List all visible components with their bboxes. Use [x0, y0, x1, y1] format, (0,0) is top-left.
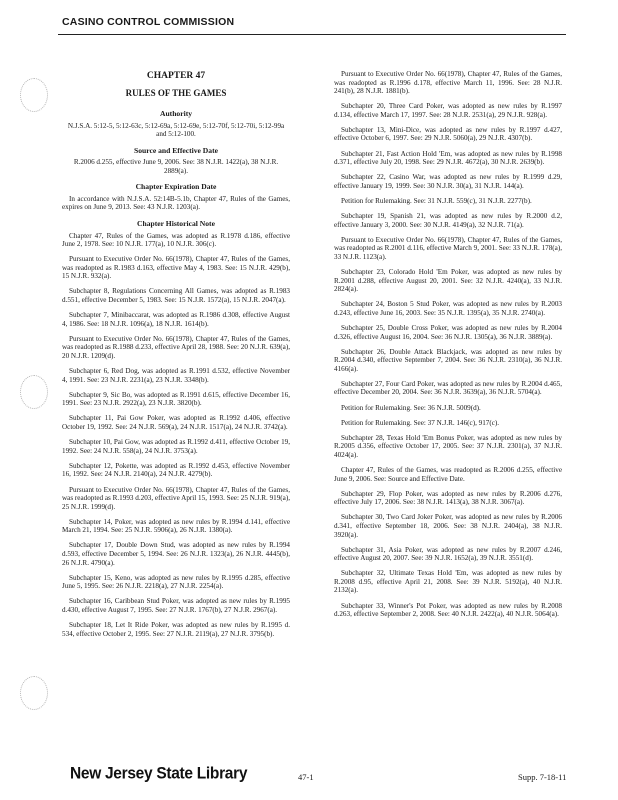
history-note: Petition for Rulemaking. See: 36 N.J.R. 5009(d). [341, 403, 481, 412]
header-rule [58, 34, 566, 35]
history-note: Subchapter 20, Three Card Poker, was adopted as new rules by R.1997 d.134, effective March 17, 1997. See: 28 N.J.R. 2531(a), 29 N.J.R. 928(a). [334, 102, 562, 119]
history-note: Subchapter 33, Winner's Pot Poker, was adopted as new rules by R.2008 d.263, effective September 2, 2008. See: 40 N.J.R. 2422(a), 40 N.J.R. 5064(a). [334, 601, 562, 619]
history-note: Subchapter 13, Mini-Dice, was adopted as new rules by R.1997 d.427, effective October 6, 1997. See: 29 N.J.R. 5060(a), 29 N.J.R. 4307(b). [334, 125, 562, 143]
history-note: Subchapter 24, Boston 5 Stud Poker, was adopted as new rules by R.2003 d.243, effective June 16, 2003. See: 35 N.J.R. 1395(a), 35 N.J.R. 2740(a). [334, 300, 562, 317]
left-column [62, 70, 290, 645]
authority-text: N.J.S.A. 5:12-5, 5:12-63c, 5:12-69a, 5:12-69e, 5:12-70f, 5:12-70i, 5:12-99a and 5:12-100. [67, 121, 285, 139]
punch-hole-bottom [20, 676, 48, 710]
history-note: Subchapter 25, Double Cross Poker, was adopted as new rules by R.2004 d.326, effective August 16, 2004. See: 36 N.J.R. 1305(a), 36 N.J.R. 3889(a). [334, 323, 562, 341]
history-note: Subchapter 32, Ultimate Texas Hold 'Em, was adopted as new rules by R.2008 d.95, effective April 21, 2008. See: 39 N.J.R. 5192(a), 40 N.J.R. 2132(a). [334, 569, 562, 595]
history-note: Subchapter 30, Two Card Joker Poker, was adopted as new rules by R.2006 d.341, effective September 18, 2006. See: 38 N.J.R. 2404(a), 38 N.J.R. 3920(a). [334, 513, 562, 539]
history-notes-right [334, 70, 562, 619]
history-note: Subchapter 27, Four Card Poker, was adopted as new rules by R.2004 d.465, effective December 20, 2004. See: 36 N.J.R. 3639(a), 36 N.J.R. 5704(a). [334, 379, 562, 397]
history-note: Subchapter 9, Sic Bo, was adopted as R.1991 d.615, effective December 16, 1991. See: 23 N.J.R. 2922(a), 23 N.J.R. 3820(b). [62, 390, 290, 408]
history-note: Subchapter 29, Flop Poker, was adopted as new rules by R.2006 d.276, effective July 17, 2006. See: 38 N.J.R. 1413(a), 38 N.J.R. 3067(a). [334, 489, 562, 507]
authority-heading: Authority [159, 109, 193, 119]
history-notes-left [62, 232, 290, 639]
history-note: Petition for Rulemaking. See: 31 N.J.R. 559(c), 31 N.J.R. 2277(b). [341, 196, 532, 205]
header-title: CASINO CONTROL COMMISSION [62, 16, 235, 28]
history-note: Subchapter 16, Caribbean Stud Poker, was adopted as new rules by R.1995 d.430, effective August 7, 1995. See: 27 N.J.R. 1767(b), 27 N.J.R. 2967(a). [62, 597, 290, 614]
history-note: Subchapter 28, Texas Hold 'Em Bonus Poker, was adopted as new rules by R.2005 d.356, effective October 17, 2005. See: 37 N.J.R. 2301(a), 37 N.J.R. 4024(a). [334, 433, 562, 459]
history-note: Subchapter 23, Colorado Hold 'Em Poker, was adopted as new rules by R.2001 d.288, effective August 20, 2001. See: 32 N.J.R. 4240(a), 33 N.J.R. 2824(a). [334, 268, 562, 294]
history-note: Subchapter 21, Fast Action Hold 'Em, was adopted as new rules by R.1998 d.371, effective July 20, 1998. See: 29 N.J.R. 4672(a), 30 N.J.R. 2639(b). [334, 149, 562, 167]
history-note: Pursuant to Executive Order No. 66(1978), Chapter 47, Rules of the Games, was readopted as R.1988 d.233, effective April 28, 1988. See: 20 N.J.R. 639(a), 20 N.J.R. 1209(d). [62, 334, 290, 360]
history-heading: Chapter Historical Note [137, 219, 215, 229]
chapter-title: RULES OF THE GAMES [125, 87, 227, 98]
history-note: Subchapter 8, Regulations Concerning All Games, was adopted as R.1983 d.551, effective December 5, 1983. See: 15 N.J.R. 1572(a), 15 N.J.R. 2047(a). [62, 287, 290, 305]
history-note: Subchapter 18, Let It Ride Poker, was adopted as new rules by R.1995 d. 534, effective October 2, 1995. See: 27 N.J.R. 2119(a), 27 N.J.R. 3795(b). [62, 621, 290, 638]
history-note: Petition for Rulemaking. See: 37 N.J.R. 146(c), 917(c). [341, 418, 500, 427]
source-heading: Source and Effective Date [133, 145, 218, 155]
history-note: Pursuant to Executive Order No. 66(1978), Chapter 47, Rules of the Games, was readopted as R.1993 d.203, effective April 15, 1993. See: 25 N.J.R. 919(a), 25 N.J.R. 1999(d). [62, 485, 290, 511]
history-note: Chapter 47, Rules of the Games, was adopted as R.1978 d.186, effective June 2, 1978. See: 10 N.J.R. 177(a), 10 N.J.R. 306(c). [62, 231, 290, 249]
history-note: Subchapter 26, Double Attack Blackjack, was adopted as new rules by R.2004 d.340, effective September 7, 2004. See: 36 N.J.R. 2310(a), 36 N.J.R. 4166(a). [334, 347, 562, 373]
source-text: R.2006 d.255, effective June 9, 2006. See: 38 N.J.R. 1422(a), 38 N.J.R. 2889(a). [73, 158, 279, 175]
library-stamp: New Jersey State Library [70, 764, 248, 783]
history-note: Subchapter 15, Keno, was adopted as new rules by R.1995 d.285, effective June 5, 1995. See: 26 N.J.R. 2218(a), 27 N.J.R. 2254(a). [62, 573, 290, 591]
history-note: Subchapter 17, Double Down Stud, was adopted as new rules by R.1994 d.593, effective December 5, 1994. See: 26 N.J.R. 1323(a), 26 N.J.R. 4445(b), 26 N.J.R. 4790(a). [62, 541, 290, 567]
history-note: Pursuant to Executive Order No. 66(1978), Chapter 47, Rules of the Games, was readopted as R.2001 d.116, effective March 9, 2001. See: 33 N.J.R. 178(a), 33 N.J.R. 1123(a). [334, 235, 562, 261]
supplement-date: Supp. 7-18-11 [518, 772, 567, 782]
history-note: Subchapter 22, Casino War, was adopted as new rules by R.1999 d.29, effective January 19, 1999. See: 30 N.J.R. 30(a), 31 N.J.R. 144(a). [334, 173, 562, 190]
expiration-heading: Chapter Expiration Date [135, 182, 217, 192]
chapter-number: CHAPTER 47 [146, 71, 206, 81]
history-note: Subchapter 10, Pai Gow, was adopted as R.1992 d.411, effective October 19, 1992. See: 24 N.J.R. 558(a), 24 N.J.R. 3753(a). [62, 438, 290, 455]
history-note: Subchapter 12, Pokette, was adopted as R.1992 d.453, effective November 16, 1992. See: 24 N.J.R. 2140(a), 24 N.J.R. 4279(b). [62, 461, 290, 479]
history-note: Subchapter 14, Poker, was adopted as new rules by R.1994 d.141, effective March 21, 1994. See: 25 N.J.R. 5906(a), 26 N.J.R. 1380(a). [62, 517, 290, 535]
history-note: Pursuant to Executive Order No. 66(1978), Chapter 47, Rules of the Games, was readopted as R.1983 d.163, effective May 4, 1983. See: 15 N.J.R. 429(b), 15 N.J.R. 932(a). [62, 255, 290, 281]
history-note: Subchapter 19, Spanish 21, was adopted as new rules by R.2000 d.2, effective January 3, 2000. See: 30 N.J.R. 4149(a), 32 N.J.R. 71(a). [334, 212, 562, 229]
punch-hole-middle [20, 375, 48, 409]
history-note: Subchapter 31, Asia Poker, was adopted as new rules by R.2007 d.246, effective August 20, 2007. See: 39 N.J.R. 1652(a), 39 N.J.R. 3551(d). [334, 545, 562, 563]
history-note: Subchapter 11, Pai Gow Poker, was adopted as R.1992 d.406, effective October 19, 1992. See: 24 N.J.R. 569(a), 24 N.J.R. 1517(a), 24 N.J.R. 3742(a). [62, 414, 290, 432]
history-note: Chapter 47, Rules of the Games, was readopted as R.2006 d.255, effective June 9, 2006. See: Source and Effective Date. [334, 466, 562, 483]
history-note: Subchapter 6, Red Dog, was adopted as R.1991 d.532, effective November 4, 1991. See: 23 N.J.R. 2231(a), 23 N.J.R. 3348(b). [62, 367, 290, 384]
punch-hole-top [20, 78, 48, 112]
history-note: Pursuant to Executive Order No. 66(1978), Chapter 47, Rules of the Games, was readopted as R.1996 d.178, effective March 11, 1996. See: 28 N.J.R. 241(b), 28 N.J.R. 1881(b). [334, 70, 562, 96]
expiration-text: In accordance with N.J.S.A. 52:14B-5.1b, Chapter 47, Rules of the Games, expires on June 9, 2013. See: 43 N.J.R. 1203(a). [62, 194, 290, 212]
history-note: Subchapter 7, Minibaccarat, was adopted as R.1986 d.308, effective August 4, 1986. See: 18 N.J.R. 1096(a), 18 N.J.R. 1614(b). [62, 311, 290, 328]
right-column [334, 70, 562, 625]
page-number: 47-1 [298, 772, 314, 782]
